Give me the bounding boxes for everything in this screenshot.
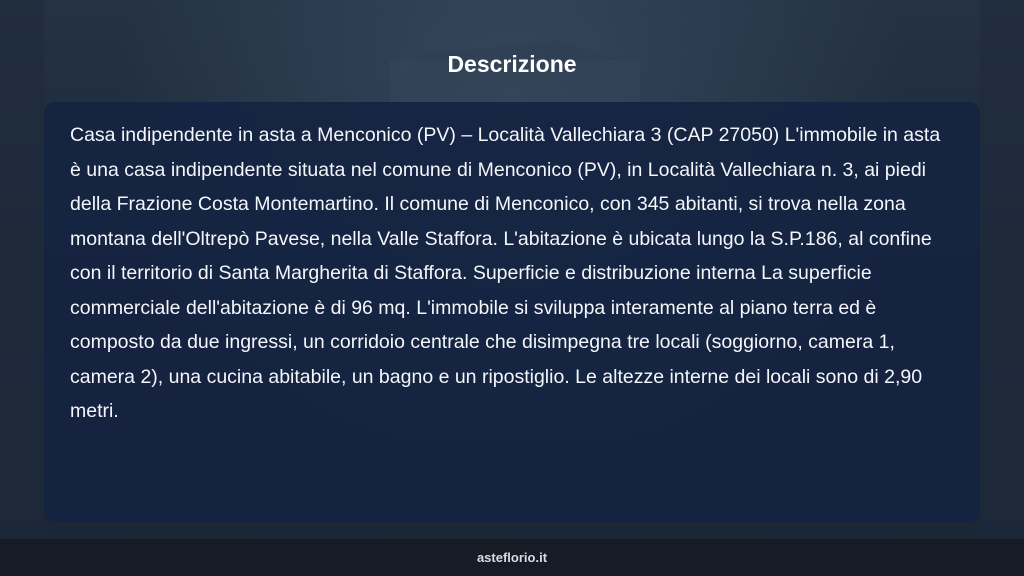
- description-text: Casa indipendente in asta a Menconico (PV) – Località Vallechiara 3 (CAP 27050) L'immobile in asta è una casa indipendente situata nel comune di Menconico (PV), in Località Vallechiara n. 3, ai piedi della Frazione Costa Montemartino. Il comune di Menconico, con 345 abitanti, si trova nella zona montana dell'Oltrepò Pavese, nella Valle Staffora. L'abitazione è ubicata lungo la S.P.186, al confine con il territorio di Santa Margherita di Staffora. Superficie e distribuzione interna La superficie commerciale dell'abitazione è di 96 mq. L'immobile si sviluppa interamente al piano terra ed è composto da due ingressi, un corridoio centrale che disimpegna tre locali (soggiorno, camera 1, camera 2), una cucina abitabile, un bagno e un ripostiglio. Le altezze interne dei locali sono di 2,90 metri.: [70, 124, 941, 422]
- page-title: Descrizione: [447, 51, 577, 77]
- description-panel: [44, 102, 980, 522]
- site-name: asteflorio.it: [476, 550, 548, 565]
- footer-bar: [0, 539, 1024, 576]
